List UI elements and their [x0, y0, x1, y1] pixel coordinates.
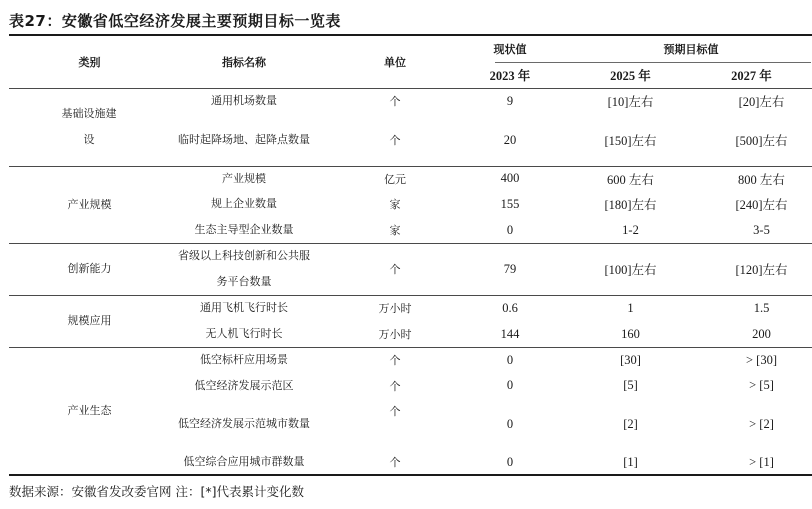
header-current-year: 2023 年 [489, 69, 531, 83]
indicator-cell: 无人机飞行时长 [205, 327, 283, 340]
value-2023-cell: 0.6 [502, 300, 518, 315]
unit-cell: 万小时 [378, 302, 412, 315]
value-2025-cell: [30] [620, 352, 641, 367]
unit-cell: 家 [389, 198, 401, 211]
value-2023-cell: 400 [500, 171, 520, 185]
value-2025-cell: 1 [627, 300, 634, 315]
bottom-rule [9, 474, 812, 476]
value-2025-cell: 1-2 [622, 222, 639, 237]
category-cell: 基础设施建设 [61, 107, 117, 146]
indicator-cell: 临时起降场地、起降点数量 [178, 133, 310, 146]
value-2023-cell: 0 [506, 378, 514, 392]
category-cell: 创新能力 [67, 262, 112, 275]
value-2023-cell: 0 [506, 222, 514, 237]
value-2027-cell: [120]左右 [735, 263, 788, 277]
category-cell: 产业规模 [67, 197, 112, 211]
value-2023-cell: 20 [503, 132, 517, 147]
unit-cell: 万小时 [378, 328, 412, 341]
table-title: 表27：安徽省低空经济发展主要预期目标一览表 [9, 12, 341, 30]
value-2027-cell: > [5] [749, 378, 774, 392]
value-2025-cell: [100]左右 [604, 263, 657, 277]
unit-cell: 个 [389, 263, 401, 276]
value-2025-cell: [1] [623, 454, 638, 469]
value-2025-cell: [10]左右 [607, 95, 654, 109]
unit-cell: 个 [389, 379, 401, 393]
header-target: 预期目标值 [663, 42, 719, 56]
value-2027-cell: > [1] [749, 454, 774, 469]
value-2027-cell: > [2] [749, 416, 774, 431]
value-2027-cell: [20]左右 [738, 95, 785, 109]
indicator-cell: 低空综合应用城市群数量 [183, 455, 305, 468]
header-year-2027: 2027 年 [731, 69, 772, 83]
value-2027-cell: 200 [752, 326, 771, 341]
value-2023-cell: 0 [506, 352, 514, 367]
header-indicator: 指标名称 [222, 55, 266, 69]
value-2023-cell: 0 [506, 454, 514, 469]
unit-cell: 个 [389, 405, 401, 418]
header-year-2025: 2025 年 [610, 69, 651, 83]
value-2027-cell: 800 左右 [738, 172, 785, 187]
indicator-cell: 低空经济发展示范城市数量 [178, 417, 310, 430]
indicator-cell: 通用机场数量 [211, 94, 277, 107]
header-category: 类别 [78, 55, 101, 69]
indicator-cell: 低空标杆应用场景 [200, 353, 288, 366]
value-2023-cell: 0 [506, 416, 514, 431]
value-2027-cell: [240]左右 [735, 198, 788, 212]
unit-cell: 亿元 [384, 172, 406, 186]
header-unit: 单位 [384, 55, 406, 69]
value-2023-cell: 144 [500, 326, 520, 341]
indicator-cell: 产业规模 [222, 171, 266, 185]
value-2025-cell: [2] [623, 416, 638, 431]
indicator-cell: 生态主导型企业数量 [194, 223, 294, 236]
value-2023-cell: 155 [500, 196, 520, 211]
indicator-cell: 规上企业数量 [211, 197, 277, 210]
value-2027-cell: 3-5 [753, 222, 770, 237]
unit-cell: 个 [389, 134, 401, 147]
value-2023-cell: 9 [506, 93, 514, 108]
indicator-cell: 通用飞机飞行时长 [200, 301, 288, 314]
category-cell: 产业生态 [67, 403, 112, 417]
unit-cell: 家 [389, 224, 401, 237]
value-2027-cell: > [30] [746, 352, 777, 367]
unit-cell: 个 [389, 456, 401, 469]
indicator-cell: 低空经济发展示范区 [194, 378, 294, 392]
header-current: 现状值 [493, 42, 527, 56]
value-2025-cell: [5] [623, 378, 638, 392]
value-2025-cell: [180]左右 [604, 198, 657, 212]
value-2027-cell: 1.5 [753, 300, 770, 315]
source-note: 数据来源：安徽省发改委官网 注：[*]代表累计变化数 [9, 484, 304, 499]
value-2025-cell: 160 [621, 326, 640, 341]
value-2025-cell: 600 左右 [607, 172, 654, 187]
value-2023-cell: 79 [503, 261, 517, 276]
unit-cell: 个 [389, 354, 401, 367]
value-2027-cell: [500]左右 [735, 134, 788, 148]
indicator-cell: 省级以上科技创新和公共服务平台数量 [178, 249, 310, 288]
unit-cell: 个 [389, 95, 401, 108]
category-cell: 规模应用 [67, 314, 112, 327]
value-2025-cell: [150]左右 [604, 134, 657, 148]
